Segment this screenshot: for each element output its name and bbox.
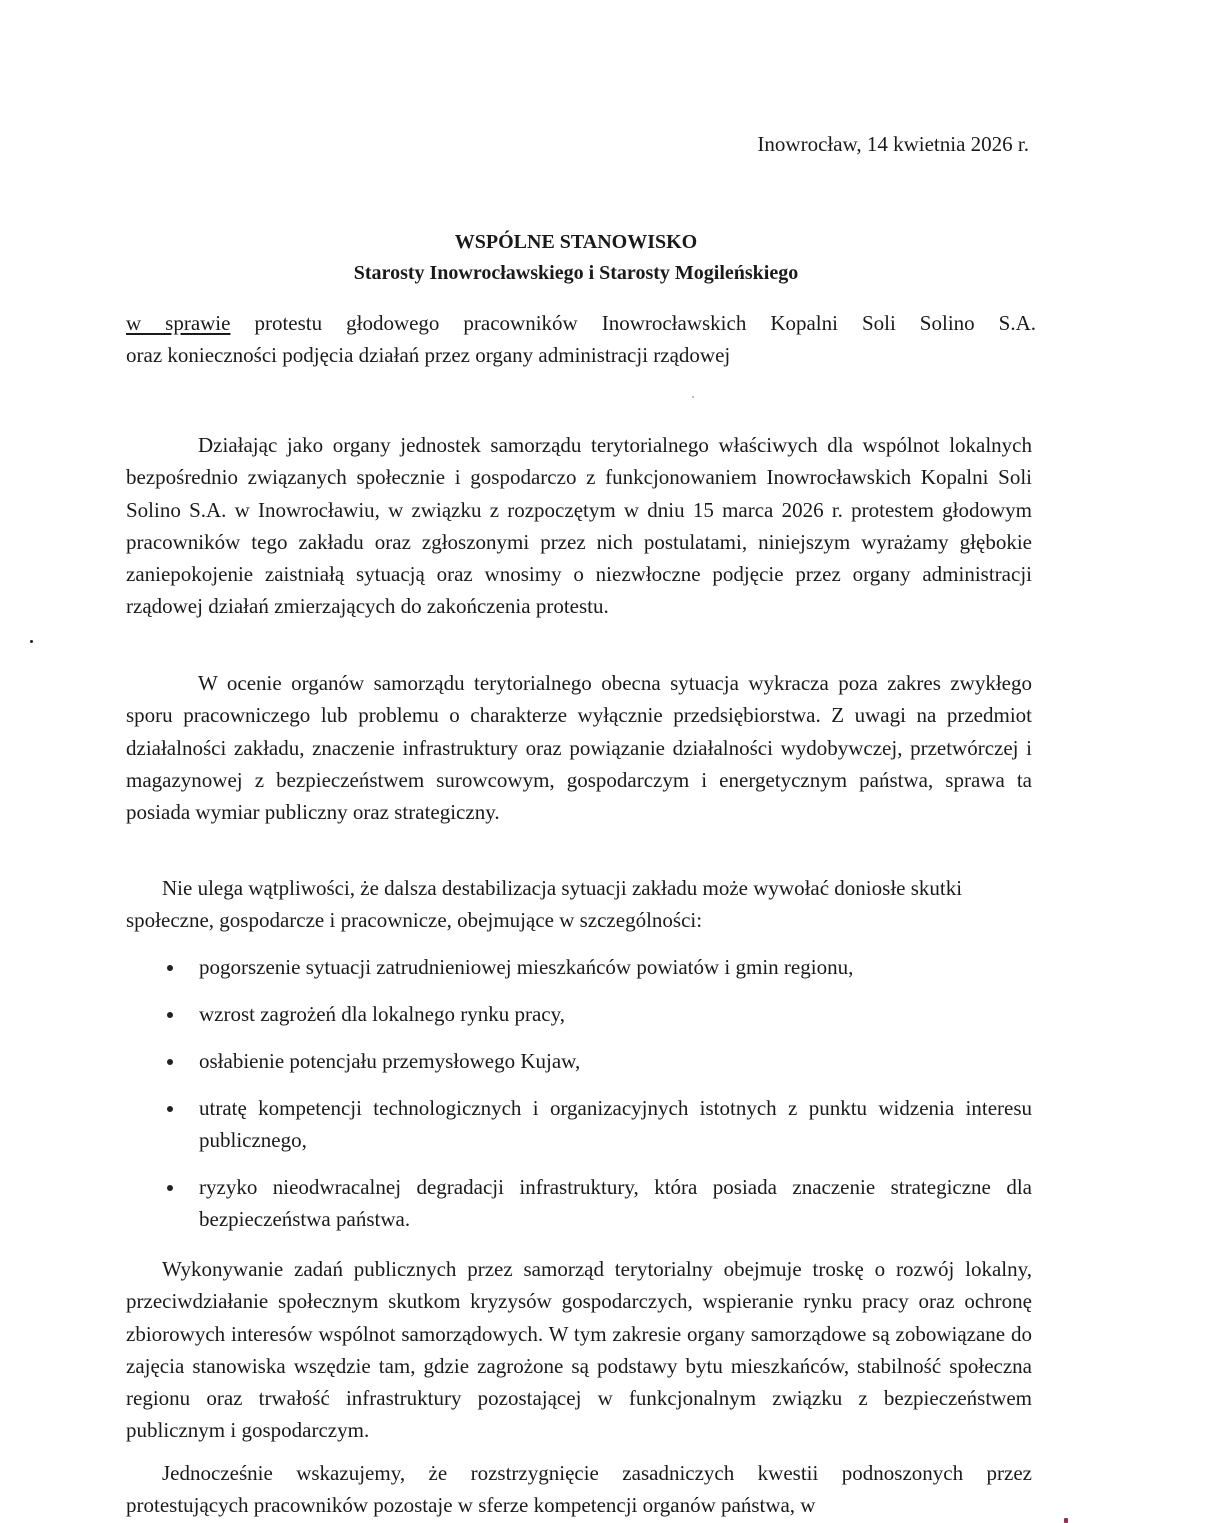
place-date: Inowrocław, 14 kwietnia 2026 r. (757, 132, 1029, 156)
scan-speck (30, 640, 33, 643)
subject-line-1-rest: protestu głodowego pracowników Inowrocławskich Kopalni Soli Solino S.A. (230, 311, 1036, 335)
bullet-icon (167, 1012, 173, 1018)
subject-line-2: oraz konieczności podjęcia działań przez organy administracji rządowej (126, 343, 731, 367)
bullet-icon (167, 1106, 173, 1112)
list-item-text: utratę kompetencji technologicznych i organizacyjnych istotnych z punktu widzenia interesu publicznego, (199, 1096, 1032, 1152)
paragraph-3: Nie ulega wątpliwości, że dalsza destabilizacja sytuacji zakładu może wywołać doniosłe skutki społeczne, gospodarcze i pracownicze, obejmujące w szczególności: (126, 876, 963, 933)
list-item (126, 998, 1032, 1030)
bullet-icon (167, 965, 173, 971)
bullet-icon (167, 1185, 173, 1191)
list-item-text: wzrost zagrożeń dla lokalnego rynku pracy, (199, 1002, 565, 1026)
document-subject (126, 307, 1036, 371)
stamp-mark (1064, 1518, 1068, 1523)
list-item-text: pogorszenie sytuacji zatrudnieniowej mieszkańców powiatów i gmin regionu, (199, 955, 854, 979)
list-item (126, 951, 1032, 983)
paragraph-5: Jednocześnie wskazujemy, że rozstrzygnięcie zasadniczych kwestii podnoszonych przez protestujących pracowników pozostaje w sferze kompetencji organów państwa, w (126, 1461, 1032, 1518)
subject-prefix: w sprawie (126, 311, 231, 335)
list-item (126, 1171, 1032, 1235)
scan-artifact (692, 396, 694, 398)
bullet-list (126, 951, 1032, 1250)
document-title: WSPÓLNE STANOWISKO (454, 231, 698, 253)
list-item-text: ryzyko nieodwracalnej degradacji infrastruktury, która posiada znaczenie strategiczne dla bezpieczeństwa państwa. (199, 1175, 1032, 1231)
document-subtitle: Starosty Inowrocławskiego i Starosty Mogileńskiego (353, 262, 799, 284)
paragraph-4: Wykonywanie zadań publicznych przez samorząd terytorialny obejmuje troskę o rozwój lokalny, przeciwdziałanie społecznym skutkom kryzysów gospodarczych, wspieranie rynku pracy oraz ochronę zbiorowych interesów wspólnot samorządowych. W tym zakresie organy samorządowe są zobowiązane do zajęcia stanowiska wszędzie tam, gdzie zagrożone są podstawy bytu mieszkańców, stabilność społeczna regionu oraz trwałość infrastruktury pozostającej w funkcjonalnym związku z bezpieczeństwem publicznym i gospodarczym. (126, 1257, 1032, 1443)
paragraph-2: W ocenie organów samorządu terytorialnego obecna sytuacja wykracza poza zakres zwykłego sporu pracowniczego lub problemu o charakterze wyłącznie przedsiębiorstwa. Z uwagi na przedmiot działalności zakładu, znaczenie infrastruktury oraz powiązanie działalności wydobywczej, przetwórczej i magazynowej z bezpieczeństwem surowcowym, gospodarczym i energetycznym państwa, sprawa ta posiada wymiar publiczny oraz strategiczny. (126, 671, 1032, 825)
list-item (126, 1092, 1032, 1156)
paragraph-1: Działając jako organy jednostek samorządu terytorialnego właściwych dla wspólnot lokalnych bezpośrednio związanych społecznie i gospodarczo z funkcjonowaniem Inowrocławskich Kopalni Soli Solino S.A. w Inowrocławiu, w związku z rozpoczętym w dniu 15 marca 2026 r. protestem głodowym pracowników tego zakładu oraz zgłoszonymi przez nich postulatami, niniejszym wyrażamy głębokie zaniepokojenie zaistniałą sytuacją oraz wnosimy o niezwłoczne podjęcie przez organy administracji rządowej działań zmierzających do zakończenia protestu. (126, 433, 1032, 619)
list-item-text: osłabienie potencjału przemysłowego Kujaw, (199, 1049, 581, 1073)
subject-line-1 (126, 307, 1036, 339)
bullet-icon (167, 1059, 173, 1065)
list-item (126, 1045, 1032, 1077)
